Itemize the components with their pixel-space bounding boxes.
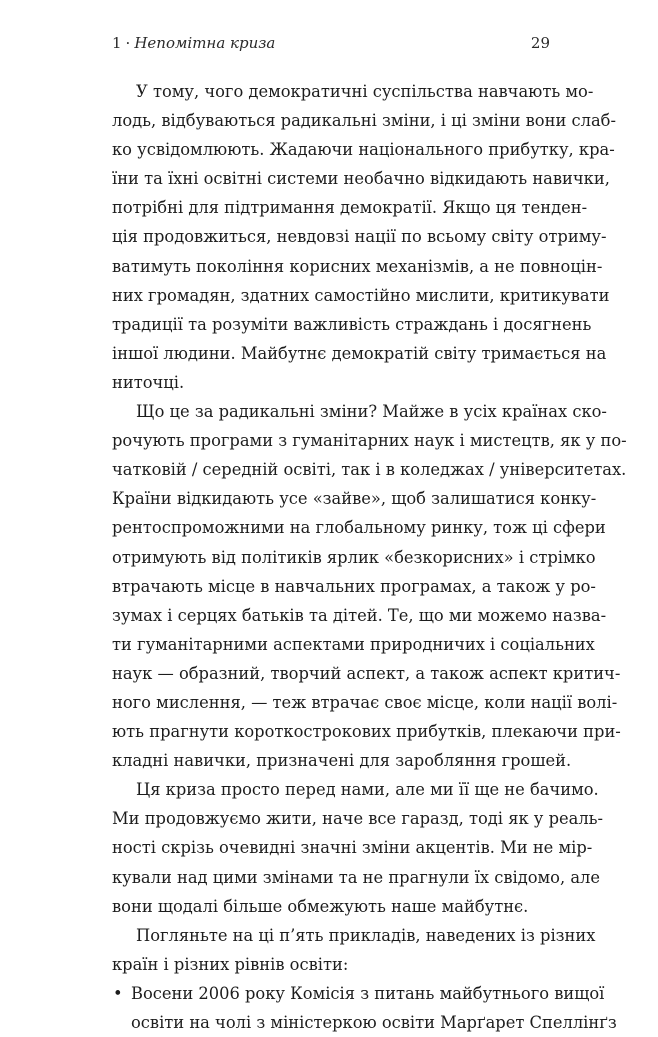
text-line: їни та їхні освітні системи необачно відкидають навички,: [112, 169, 610, 189]
chapter-title: Непомітна криза: [134, 34, 276, 52]
text-line: Країни відкидають усе «зайве», щоб залишатися конку-: [112, 489, 597, 509]
chapter-number: 1: [112, 34, 122, 52]
text-line: Восени 2006 року Комісія з питань майбутнього вищої: [131, 983, 605, 1003]
text-line: них громадян, здатних самостійно мислити, критикувати: [112, 285, 610, 305]
paragraph-4: [112, 921, 596, 979]
text-line: кладні навички, призначені для заробляння грошей.: [112, 751, 572, 771]
text-line: чатковій / середній освіті, так і в коледжах / університетах.: [112, 460, 627, 480]
text-line: країн і різних рівнів освіти:: [112, 954, 349, 974]
text-line: Ми продовжуємо жити, наче все гаразд, тоді як у реаль-: [112, 809, 604, 829]
text-line: ко усвідомлюють. Жадаючи національного прибутку, кра-: [112, 140, 615, 160]
running-header: [112, 34, 550, 58]
text-line: втрачають місце в навчальних програмах, а також у ро-: [112, 576, 596, 596]
bullet-line: [112, 979, 605, 1008]
text-line: ція продовжиться, невдовзі нації по всьому світу отриму-: [112, 227, 607, 247]
text-line: рентоспроможними на глобальному ринку, тож ці сфери: [112, 518, 606, 538]
page-number: 29: [530, 34, 550, 52]
text-line: кували над цими змінами та не прагнули їх свідомо, але: [112, 867, 601, 887]
text-line: ти гуманітарними аспектами природничих і соціальних: [112, 634, 595, 654]
text-line: Погляньте на ці п’ять прикладів, наведених із різних: [136, 925, 596, 945]
text-line: освіти на чолі з міністеркою освіти Марґарет Спеллінґз: [131, 1013, 617, 1032]
text-line: У тому, чого демократичні суспільства навчають мо-: [136, 82, 594, 101]
bullet-list-item: [112, 979, 617, 1037]
text-line: ності скрізь очевидні значні зміни акцентів. Ми не мір-: [112, 838, 593, 858]
text-line: зумах і серцях батьків та дітей. Те, що ми можемо назва-: [112, 605, 607, 625]
text-line: іншої людини. Майбутнє демократій світу тримається на: [112, 343, 607, 363]
text-line: ного мислення, — теж втрачає своє місце, коли нації волі-: [112, 692, 618, 712]
paragraph-2: [112, 397, 627, 775]
chapter-separator: ·: [125, 34, 131, 52]
text-line: ють прагнути короткострокових прибутків, плекаючи при-: [112, 722, 621, 742]
paragraph-1: [112, 77, 616, 397]
paragraph-3: [112, 775, 604, 920]
text-line: лодь, відбуваються радикальні зміни, і ці зміни вони слаб-: [112, 111, 616, 131]
text-line: отримують від політиків ярлик «безкорисних» і стрімко: [112, 547, 596, 567]
text-line: вони щодалі більше обмежують наше майбутнє.: [112, 896, 529, 916]
bullet-icon: •: [113, 983, 123, 1003]
chapter-heading: [112, 34, 275, 52]
text-line: Що це за радикальні зміни? Майже в усіх країнах ско-: [136, 402, 607, 422]
body-text: [112, 77, 627, 1037]
text-line: Ця криза просто перед нами, але ми її ще не бачимо.: [136, 780, 599, 800]
text-line: традиції та розуміти важливість страждань і досягнень: [112, 314, 592, 334]
text-line: рочують програми з гуманітарних наук і мистецтв, як у по-: [112, 431, 627, 451]
text-line: ниточці.: [112, 372, 185, 392]
text-line: наук — образний, творчий аспект, а також аспект критич-: [112, 663, 621, 683]
text-line: ватимуть покоління корисних механізмів, а не повноцін-: [112, 256, 603, 276]
text-line: потрібні для підтримання демократії. Якщо ця тенден-: [112, 198, 588, 218]
